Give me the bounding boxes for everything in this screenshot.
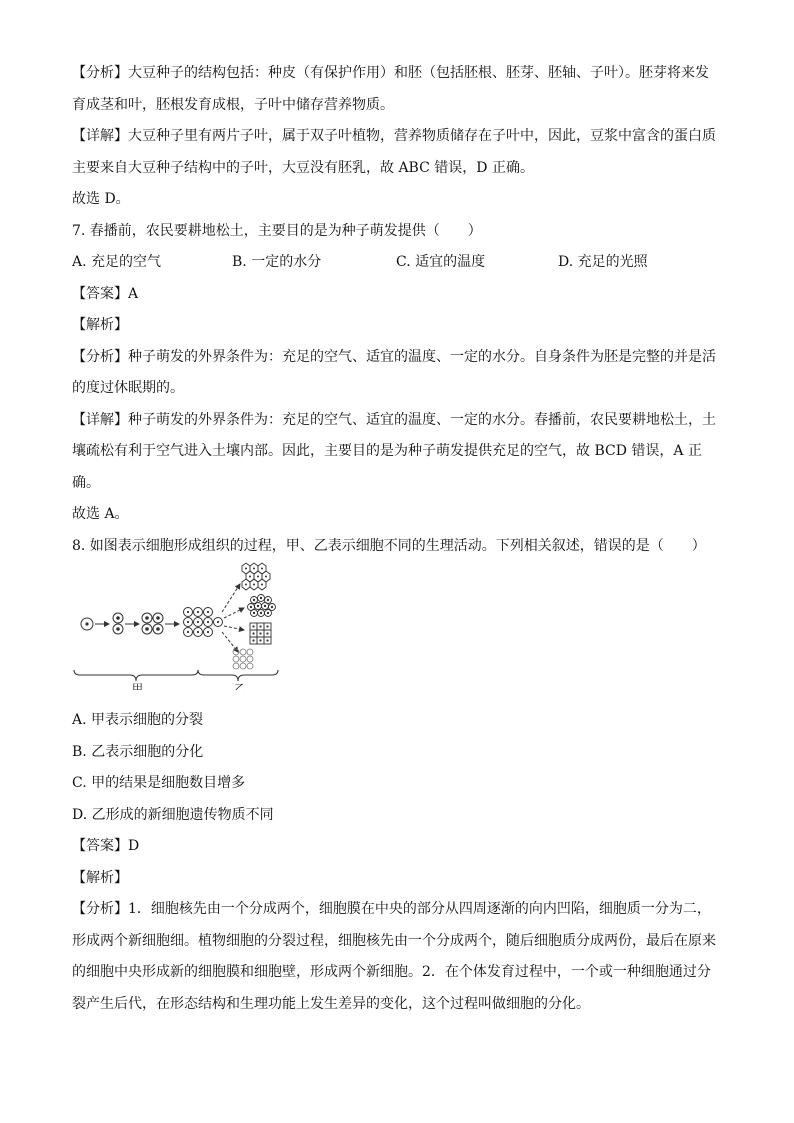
- q6-analysis-line-2: 育成茎和叶，胚根发育成根，子叶中储存营养物质。: [72, 97, 394, 113]
- cell-process-svg: [72, 560, 292, 690]
- q7-analysis-line-2: 的度过休眠期的。: [72, 380, 184, 396]
- tissue-cluster: [248, 595, 276, 617]
- q8-answer: 【答案】D: [72, 838, 140, 854]
- label-yi: 乙: [234, 682, 245, 690]
- q6-detail-line-1: 【详解】大豆种子里有两片子叶，属于双子叶植物，营养物质储存在子叶中，因此，豆浆中富含的蛋白质: [72, 128, 716, 144]
- tissue-hexagon: [242, 563, 270, 590]
- many-cells: [184, 608, 223, 637]
- four-cells: [142, 613, 163, 634]
- tissue-grid: [250, 623, 271, 644]
- q7-option-b: B. 一定的水分: [232, 254, 322, 270]
- q8-analysis-line-2: 形成两个新细胞细。植物细胞的分裂过程，细胞核先由一个分成两个，随后细胞质分成两份，最后在原来: [72, 933, 716, 949]
- q8-analysis-line-4: 裂产生后代，在形态结构和生理功能上发生差异的变化，这个过程叫做细胞的分化。: [72, 996, 590, 1012]
- q6-choice: 故选 D。: [72, 191, 130, 207]
- label-jia: 甲: [132, 682, 143, 690]
- q7-option-a: A. 充足的空气: [72, 254, 162, 270]
- q7-option-d: D. 充足的光照: [558, 254, 648, 270]
- q7-detail-line-2: 壤疏松有利于空气进入土壤内部。因此，主要目的是为种子萌发提供充足的空气，故 BCD 错误，A 正: [72, 443, 702, 459]
- q7-option-c: C. 适宜的温度: [396, 254, 486, 270]
- q8-jiexi: 【解析】: [72, 870, 128, 886]
- q7-detail-line-1: 【详解】种子萌发的外界条件为：充足的空气、适宜的温度、一定的水分。春播前，农民要耕地松土，土: [72, 412, 716, 428]
- q7-detail-line-3: 确。: [72, 475, 100, 491]
- q8-analysis-line-3: 的细胞中央形成新的细胞膜和细胞壁，形成两个新细胞。2．在个体发育过程中，一个或一种细胞通过分: [72, 964, 711, 980]
- q6-analysis-line-1: 【分析】大豆种子的结构包括：种皮（有保护作用）和胚（包括胚根、胚芽、胚轴、子叶）。胚芽将来发: [72, 65, 709, 81]
- differentiation-arrows: [222, 584, 244, 652]
- q7-stem: 7. 春播前，农民要耕地松土，主要目的是为种子萌发提供（ ）: [72, 223, 482, 239]
- q7-jiexi: 【解析】: [72, 317, 128, 333]
- q7-analysis-line-1: 【分析】种子萌发的外界条件为：充足的空气、适宜的温度、一定的水分。自身条件为胚是完整的并是活: [72, 349, 716, 365]
- q8-option-a: A. 甲表示细胞的分裂: [72, 712, 204, 728]
- q8-stem: 8. 如图表示细胞形成组织的过程，甲、乙表示细胞不同的生理活动。下列相关叙述，错误的是（ ）: [72, 538, 706, 554]
- q7-choice: 故选 A。: [72, 506, 129, 522]
- q6-detail-line-2: 主要来自大豆种子结构中的子叶，大豆没有胚乳，故 ABC 错误，D 正确。: [72, 160, 534, 176]
- brace-jia: [74, 670, 198, 681]
- single-cell: [81, 618, 93, 630]
- q8-option-c: C. 甲的结果是细胞数目增多: [72, 775, 246, 791]
- two-cells: [113, 613, 123, 634]
- q8-analysis-line-1: 【分析】1．细胞核先由一个分成两个，细胞膜在中央的部分从四周逐渐的向内凹陷，细胞质一分为二，: [72, 901, 711, 917]
- brace-yi: [198, 670, 278, 681]
- q8-option-d: D. 乙形成的新细胞遗传物质不同: [72, 807, 274, 823]
- tissue-loose: [233, 649, 253, 669]
- cell-process-diagram: [72, 560, 292, 690]
- q8-option-b: B. 乙表示细胞的分化: [72, 744, 204, 760]
- q7-answer: 【答案】A: [72, 286, 139, 302]
